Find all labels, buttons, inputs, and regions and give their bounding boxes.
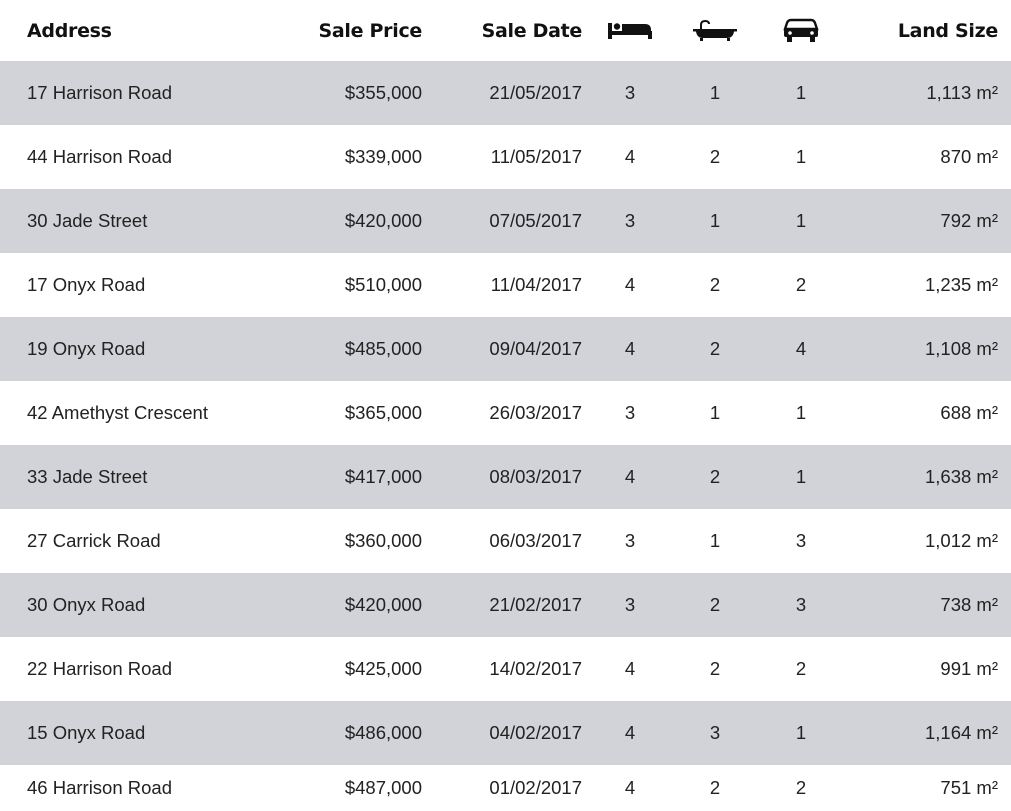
header-bedrooms [588, 0, 672, 61]
cell-car-spaces: 1 [758, 189, 844, 253]
cell-bathrooms: 2 [672, 573, 758, 637]
header-land-size: Land Size [897, 19, 998, 42]
cell-land-size: 1,108 m² [844, 317, 1011, 381]
cell-land-size: 870 m² [940, 146, 998, 167]
cell-sale-price: $420,000 [300, 573, 422, 637]
cell-bedrooms: 3 [588, 61, 672, 125]
cell-address: 27 Carrick Road [27, 530, 161, 551]
cell-sale-price: $487,000 [344, 777, 422, 798]
cell-sale-date: 07/05/2017 [422, 189, 588, 253]
cell-address: 33 Jade Street [0, 445, 300, 509]
cell-sale-date: 08/03/2017 [422, 445, 588, 509]
cell-address: 22 Harrison Road [27, 658, 172, 679]
table-row [0, 765, 1011, 811]
cell-address: 19 Onyx Road [0, 317, 300, 381]
cell-sale-price: $510,000 [344, 274, 422, 295]
table-row [0, 381, 1011, 445]
cell-car-spaces: 1 [758, 445, 844, 509]
table-row [0, 189, 1011, 253]
cell-bathrooms: 2 [672, 317, 758, 381]
table-row [0, 637, 1011, 701]
cell-bedrooms: 4 [624, 777, 636, 798]
cell-sale-price: $339,000 [344, 146, 422, 167]
cell-sale-date: 11/05/2017 [490, 146, 582, 167]
cell-sale-date: 21/05/2017 [422, 61, 588, 125]
table-body [0, 61, 1011, 811]
cell-sale-price: $355,000 [300, 61, 422, 125]
cell-address: 42 Amethyst Crescent [27, 402, 208, 423]
table-row [0, 573, 1011, 637]
cell-land-size: 1,113 m² [844, 61, 1011, 125]
cell-sale-price: $420,000 [300, 189, 422, 253]
cell-sale-price: $485,000 [300, 317, 422, 381]
header-car-spaces [758, 0, 844, 61]
cell-bedrooms: 4 [624, 658, 636, 679]
cell-bedrooms: 3 [624, 530, 636, 551]
cell-bedrooms: 3 [588, 189, 672, 253]
table-row [0, 61, 1011, 125]
cell-bathrooms: 2 [709, 146, 721, 167]
cell-sale-price: $486,000 [300, 701, 422, 765]
cell-sale-price: $417,000 [300, 445, 422, 509]
cell-land-size: 1,638 m² [844, 445, 1011, 509]
table-row [0, 509, 1011, 573]
header-bathrooms [672, 0, 758, 61]
cell-car-spaces: 1 [758, 701, 844, 765]
cell-sale-date: 11/04/2017 [490, 274, 582, 295]
cell-bedrooms: 4 [588, 445, 672, 509]
cell-land-size: 1,164 m² [844, 701, 1011, 765]
cell-bedrooms: 4 [624, 274, 636, 295]
cell-land-size: 991 m² [940, 658, 998, 679]
cell-land-size: 688 m² [940, 402, 998, 423]
cell-sale-date: 01/02/2017 [489, 777, 582, 798]
cell-bedrooms: 3 [624, 402, 636, 423]
cell-bedrooms: 4 [588, 701, 672, 765]
header-sale-date: Sale Date [481, 19, 582, 42]
cell-car-spaces: 3 [758, 573, 844, 637]
cell-address: 17 Onyx Road [27, 274, 146, 295]
cell-sale-date: 21/02/2017 [422, 573, 588, 637]
cell-land-size: 1,235 m² [924, 274, 998, 295]
cell-bathrooms: 1 [709, 530, 721, 551]
cell-sale-date: 09/04/2017 [422, 317, 588, 381]
table-row [0, 125, 1011, 189]
cell-sale-date: 26/03/2017 [489, 402, 582, 423]
cell-land-size: 751 m² [940, 777, 998, 798]
table-row [0, 253, 1011, 317]
cell-sale-price: $425,000 [344, 658, 422, 679]
cell-bathrooms: 2 [709, 274, 721, 295]
cell-bathrooms: 2 [672, 445, 758, 509]
cell-address: 46 Harrison Road [27, 777, 172, 798]
cell-address: 44 Harrison Road [27, 146, 172, 167]
table-row [0, 445, 1011, 509]
cell-address: 17 Harrison Road [0, 61, 300, 125]
cell-sale-price: $365,000 [344, 402, 422, 423]
cell-bedrooms: 4 [588, 317, 672, 381]
cell-sale-price: $360,000 [344, 530, 422, 551]
bathtub-icon [691, 20, 739, 42]
table-row [0, 701, 1011, 765]
cell-bedrooms: 3 [588, 573, 672, 637]
cell-land-size: 792 m² [844, 189, 1011, 253]
car-icon [783, 18, 819, 44]
cell-sale-date: 06/03/2017 [489, 530, 582, 551]
cell-car-spaces: 3 [795, 530, 807, 551]
cell-sale-date: 04/02/2017 [422, 701, 588, 765]
cell-car-spaces: 2 [795, 274, 807, 295]
header-row [0, 0, 1011, 61]
cell-bathrooms: 2 [709, 777, 721, 798]
cell-land-size: 738 m² [844, 573, 1011, 637]
cell-bathrooms: 1 [709, 402, 721, 423]
cell-land-size: 1,012 m² [924, 530, 998, 551]
cell-sale-date: 14/02/2017 [489, 658, 582, 679]
cell-address: 30 Jade Street [0, 189, 300, 253]
bed-icon [605, 21, 655, 41]
cell-address: 30 Onyx Road [0, 573, 300, 637]
cell-bedrooms: 4 [624, 146, 636, 167]
cell-car-spaces: 1 [795, 146, 807, 167]
header-sale-price: Sale Price [318, 19, 422, 42]
header-address: Address [27, 19, 112, 42]
cell-bathrooms: 2 [709, 658, 721, 679]
cell-car-spaces: 1 [795, 402, 807, 423]
cell-bathrooms: 1 [672, 61, 758, 125]
cell-car-spaces: 2 [795, 777, 807, 798]
cell-address: 15 Onyx Road [0, 701, 300, 765]
cell-bathrooms: 1 [672, 189, 758, 253]
cell-car-spaces: 4 [758, 317, 844, 381]
table-row [0, 317, 1011, 381]
cell-car-spaces: 1 [758, 61, 844, 125]
cell-car-spaces: 2 [795, 658, 807, 679]
cell-bathrooms: 3 [672, 701, 758, 765]
